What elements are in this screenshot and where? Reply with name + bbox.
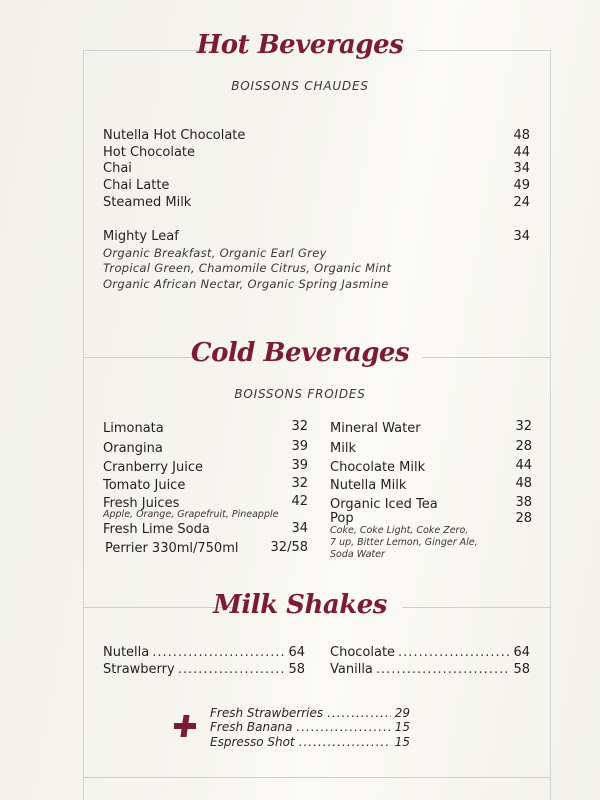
leader-dots [152, 645, 285, 661]
cold-item-name: Cranberry Juice [103, 460, 203, 475]
hot-item-price: 48 [513, 128, 530, 143]
bottom-rule [83, 777, 550, 778]
leader-dots [376, 662, 511, 678]
cold-subtitle: BOISSONS FROIDES [234, 387, 366, 401]
cold-item-name: Tomato Juice [103, 478, 186, 493]
tea-price: 34 [513, 229, 530, 244]
cold-item-name: Chocolate Milk [330, 460, 426, 475]
cold-item-price: 42 [291, 494, 308, 509]
cold-item-price: 39 [291, 439, 308, 454]
cold-item-price: 44 [515, 458, 532, 473]
leader-dots [299, 735, 391, 750]
cold-item-price: 32/58 [270, 540, 308, 555]
cold-item-price: 32 [291, 476, 308, 491]
cold-item-price: 39 [291, 458, 308, 473]
cold-item-name: Organic Iced Tea [330, 497, 438, 512]
extra-price: 15 [394, 735, 410, 749]
cold-item-price: 32 [515, 419, 532, 434]
tea-name: Mighty Leaf [103, 229, 179, 244]
cold-item-name: Pop [330, 511, 354, 526]
extra-row [210, 706, 410, 721]
cold-item-name: Nutella Milk [330, 478, 407, 493]
hot-item-name: Nutella Hot Chocolate [103, 128, 246, 143]
cold-item-name: Orangina [103, 441, 163, 456]
hot-item-price: 44 [513, 145, 530, 160]
tea-varieties: Organic Breakfast, Organic Earl Grey [103, 246, 327, 260]
tea-varieties: Tropical Green, Chamomile Citrus, Organic Mint [103, 261, 392, 275]
cold-item-name: Limonata [103, 421, 164, 436]
pop-note: 7 up, Bitter Lemon, Ginger Ale, [330, 537, 478, 548]
hot-item-name: Hot Chocolate [103, 145, 196, 160]
leader-dots [398, 645, 510, 661]
plus-icon [174, 715, 196, 737]
cold-item-price: 34 [291, 521, 308, 536]
cold-item-price: 28 [515, 511, 532, 526]
cold-item-name: Perrier 330ml/750ml [105, 541, 239, 556]
shake-row [103, 645, 305, 661]
shake-name: Strawberry [103, 662, 175, 677]
extra-name: Espresso Shot [210, 735, 295, 749]
extra-name: Fresh Banana [210, 720, 293, 734]
cold-item-name: Milk [330, 441, 356, 456]
extra-price: 15 [394, 720, 410, 734]
hot-item-name: Chai [103, 161, 132, 176]
shakes-title: Milk Shakes [213, 590, 387, 620]
leader-dots [178, 662, 286, 678]
shake-price: 64 [288, 645, 305, 660]
shake-price: 58 [513, 662, 530, 677]
tea-varieties: Organic African Nectar, Organic Spring Jasmine [103, 277, 389, 291]
cold-item-price: 28 [515, 439, 532, 454]
extra-price: 29 [394, 706, 410, 720]
cold-item-name: Fresh Lime Soda [103, 522, 210, 537]
cold-item-name: Fresh Juices [103, 496, 180, 511]
leader-dots [296, 720, 390, 735]
shake-price: 64 [513, 645, 530, 660]
hot-item-price: 24 [513, 195, 530, 210]
hot-item-name: Chai Latte [103, 178, 170, 193]
shake-price: 58 [288, 662, 305, 677]
cold-item-price: 38 [515, 495, 532, 510]
shake-name: Chocolate [330, 645, 396, 660]
frame-right-line [550, 50, 551, 800]
cold-item-price: 48 [515, 476, 532, 491]
hot-subtitle: BOISSONS CHAUDES [231, 79, 369, 93]
shake-name: Nutella [103, 645, 150, 660]
shake-row [103, 662, 305, 678]
pop-note: Coke, Coke Light, Coke Zero, [330, 525, 469, 536]
pop-note: Soda Water [330, 549, 385, 560]
cold-item-name: Mineral Water [330, 421, 421, 436]
extra-row [210, 720, 410, 735]
juice-note: Apple, Orange, Grapefruit, Pineapple [103, 509, 279, 520]
extra-row [210, 735, 410, 750]
shake-name: Vanilla [330, 662, 373, 677]
cold-title: Cold Beverages [190, 338, 410, 368]
hot-item-name: Steamed Milk [103, 195, 192, 210]
shake-row [330, 645, 530, 661]
frame-left-line [83, 50, 84, 800]
shake-row [330, 662, 530, 678]
hot-item-price: 34 [513, 161, 530, 176]
hot-item-price: 49 [513, 178, 530, 193]
cold-item-price: 32 [291, 419, 308, 434]
extra-name: Fresh Strawberries [210, 706, 324, 720]
hot-title: Hot Beverages [196, 30, 404, 60]
leader-dots [327, 706, 391, 721]
